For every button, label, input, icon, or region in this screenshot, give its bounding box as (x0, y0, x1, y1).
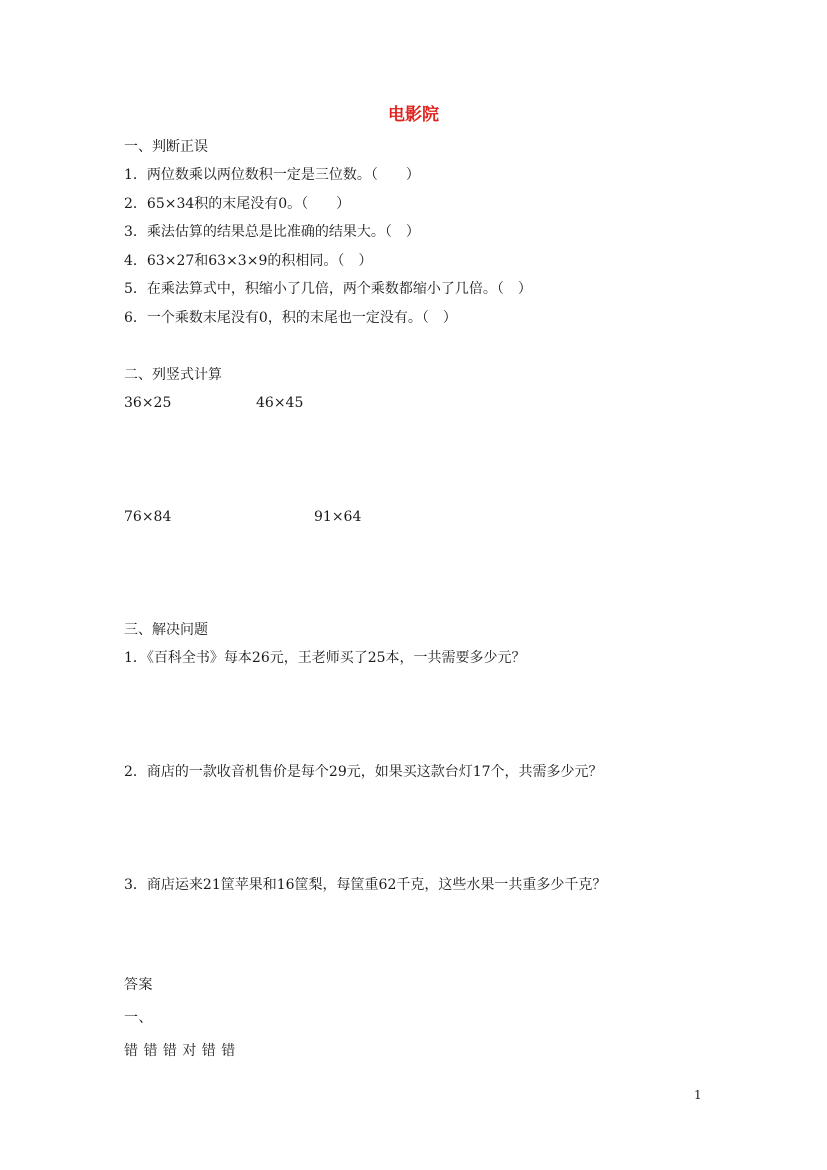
calc-problem-4: 91×64 (314, 509, 362, 525)
word-problem-2: 2．商店的一款收音机售价是每个29元，如果买这款台灯17个，共需多少元？ (124, 764, 603, 780)
page-number: 1 (694, 1088, 702, 1102)
word-problem-3: 3．商店运来21筐苹果和16筐梨，每筐重62千克，这些水果一共重多少千克？ (124, 877, 607, 893)
calc-problem-1: 36×25 (124, 395, 172, 411)
answers-section1-values: 错 错 错 对 错 错 (124, 1043, 236, 1059)
section1-heading: 一、判断正误 (124, 139, 208, 155)
section1-item-5: 5．在乘法算式中，积缩小了几倍，两个乘数都缩小了几倍。（ ） (124, 281, 532, 297)
answers-heading: 答案 (124, 977, 153, 993)
answers-section1-label: 一、 (124, 1010, 153, 1026)
section1-item-4: 4．63×27和63×3×9的积相同。（ ） (124, 253, 373, 269)
document-title: 电影院 (388, 105, 439, 125)
section1-item-6: 6．一个乘数末尾没有0，积的末尾也一定没有。（ ） (124, 310, 457, 326)
calc-problem-3: 76×84 (124, 509, 172, 525)
section1-item-1: 1．两位数乘以两位数积一定是三位数。（ ） (124, 167, 420, 183)
calc-problem-2: 46×45 (256, 395, 304, 411)
section1-item-2: 2．65×34积的末尾没有0。（ ） (124, 196, 351, 212)
word-problem-1: 1．《百科全书》每本26元，王老师买了25本，一共需要多少元？ (124, 650, 526, 666)
section1-item-3: 3．乘法估算的结果总是比准确的结果大。（ ） (124, 224, 420, 240)
section3-heading: 三、解决问题 (124, 622, 208, 638)
section2-heading: 二、列竖式计算 (124, 367, 222, 383)
